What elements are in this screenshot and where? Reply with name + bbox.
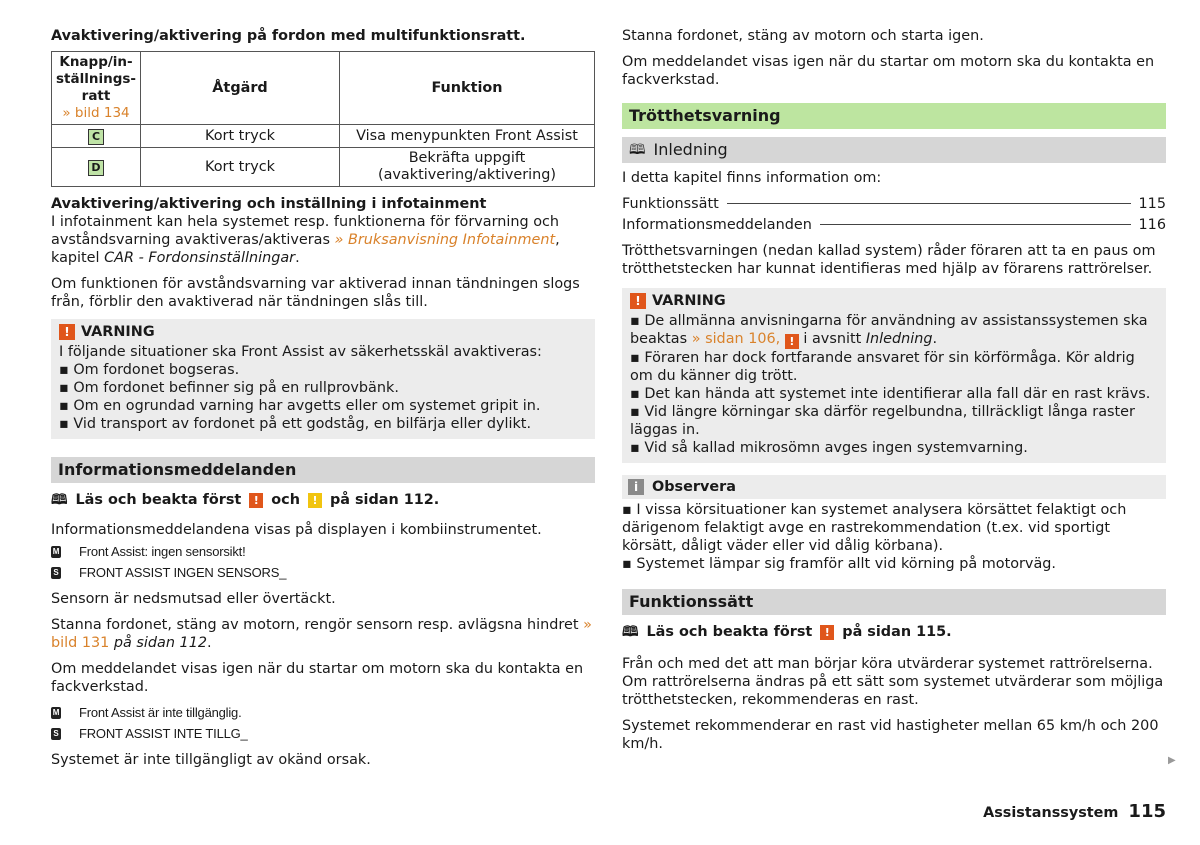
display-text: Front Assist: ingen sensorsikt! xyxy=(79,544,246,559)
note-item: ▪ I vissa körsituationer kan systemet analysera körsättet felaktigt och därigenom felaktigt avge en rastrekommendation (t.ex. vid sportigt körsätt, dåligt väder eller vid dålig körbana). xyxy=(622,501,1166,555)
fatigue-heading: Trötthetsvarning xyxy=(622,103,1166,129)
header-key xyxy=(52,52,141,125)
infot-link[interactable]: » Bruksanvisning Infotainment xyxy=(334,232,556,248)
header-action: Åtgärd xyxy=(141,52,340,125)
control-table xyxy=(51,51,595,187)
book-icon: 🕮 xyxy=(51,492,68,508)
msg1-description: Sensorn är nedsmutsad eller övertäckt. xyxy=(51,591,336,607)
function-cell: Visa menypunkten Front Assist xyxy=(340,125,595,148)
warning-item-em: Inledning xyxy=(865,331,933,347)
header-key-label: Knapp/in-ställnings-ratt xyxy=(56,54,137,104)
table-row xyxy=(52,125,595,148)
display-message-s xyxy=(51,564,595,582)
warning-icon: ! xyxy=(59,324,75,340)
read-first-line xyxy=(622,623,1166,641)
action-cell: Kort tryck xyxy=(141,148,340,187)
caution-ref-icon[interactable]: ! xyxy=(308,493,322,508)
warning-item: ▪ Om en ogrundad varning har avgetts eller om systemet gripit in. xyxy=(59,397,587,415)
msg1-action-text: Stanna fordonet, stäng av motorn, rengör sensorn resp. avlägsna hindret xyxy=(51,617,584,633)
table-header-row xyxy=(52,52,595,125)
left-column xyxy=(51,27,595,769)
header-function: Funktion xyxy=(340,52,595,125)
function-paragraph-2: Systemet rekommenderar en rast vid hastigheter mellan 65 km/h och 200 km/h. xyxy=(622,718,1159,752)
ignition-paragraph: Om funktionen för avståndsvarning var aktiverad innan tändningen slogs från, förblir den avaktiverad när tändningen slås till. xyxy=(51,276,580,310)
read-first-line xyxy=(51,491,595,509)
infot-em: CAR - Fordonsinställningar xyxy=(104,250,296,266)
infot-title: Avaktivering/aktivering och inställning i infotainment xyxy=(51,196,487,212)
note-item: ▪ Systemet lämpar sig framför allt vid körning på motorväg. xyxy=(622,555,1166,573)
read-mid: och xyxy=(271,492,300,508)
page-number: 115 xyxy=(1128,801,1166,822)
read-suffix: på sidan 112. xyxy=(329,492,440,508)
warning-box xyxy=(51,319,595,439)
toc-leader xyxy=(727,203,1131,204)
warning-item: ▪ Det kan hända att systemet inte identifierar alla fall där en rast krävs. xyxy=(630,385,1158,403)
function-heading: Funktionssätt xyxy=(622,589,1166,615)
right-top-1: Stanna fordonet, stäng av motorn och starta igen. xyxy=(622,28,984,44)
msg1-action-em: på sidan 112 xyxy=(109,635,208,651)
continue-arrow-icon: ▶ xyxy=(1168,755,1176,766)
warning-header xyxy=(630,292,1158,310)
infot-text-1: I infotainment kan hela systemet resp. funktionerna för förvarning och avståndsvarning avaktiveras/aktiveras xyxy=(51,214,560,248)
warning-header xyxy=(59,323,587,341)
warning-item: ▪ Vid så kallad mikrosömn avges ingen systemvarning. xyxy=(630,439,1158,457)
info-icon: i xyxy=(628,479,644,495)
info-text: Informationsmeddelandena visas på displayen i kombiinstrumentet. xyxy=(51,522,542,538)
toc-entry[interactable] xyxy=(622,195,1166,213)
warning-ref-icon[interactable]: ! xyxy=(820,625,834,640)
warning-item: ▪ Om fordonet bogseras. xyxy=(59,361,587,379)
toc-label: Informationsmeddelanden xyxy=(622,217,812,233)
toc-entry[interactable] xyxy=(622,216,1166,234)
toc-label: Funktionssätt xyxy=(622,196,719,212)
toc-page: 116 xyxy=(1138,217,1166,233)
warning-intro: I följande situationer ska Front Assist av säkerhetsskäl avaktiveras: xyxy=(59,344,542,360)
fatigue-paragraph: Trötthetsvarningen (nedan kallad system) råder föraren att ta en paus om trötthetstecken har kunnat identifieras med hjälp av förarens rattrörelser. xyxy=(622,243,1156,277)
action-cell: Kort tryck xyxy=(141,125,340,148)
infot-text-3: . xyxy=(295,250,300,266)
function-cell: Bekräfta uppgift (avaktivering/aktivering) xyxy=(340,148,595,187)
key-cell xyxy=(52,148,141,187)
key-c-icon: C xyxy=(88,129,104,145)
warning-box xyxy=(622,288,1166,463)
display-s-icon: S xyxy=(51,728,61,740)
bild-131-link[interactable]: » bild 131 xyxy=(51,617,592,651)
warning-item-end: . xyxy=(932,331,938,347)
msg1-action-end: . xyxy=(207,635,212,651)
sidan-106-link[interactable]: » sidan 106, xyxy=(691,331,781,347)
warning-item: ▪ Vid längre körningar ska därför regelbundna, tillräckligt långa raster läggas in. xyxy=(630,403,1158,439)
footer-section: Assistanssystem xyxy=(983,805,1119,821)
page-footer xyxy=(983,803,1166,822)
msg1-action xyxy=(51,616,595,652)
warning-title: VARNING xyxy=(652,293,726,309)
info-messages-heading: Informationsmeddelanden xyxy=(51,457,595,483)
display-message-m xyxy=(51,704,595,722)
display-text: Front Assist är inte tillgänglig. xyxy=(79,705,242,720)
key-cell xyxy=(52,125,141,148)
intro-heading: Inledning xyxy=(653,140,728,159)
intro-text: I detta kapitel finns information om: xyxy=(622,170,882,186)
table-row xyxy=(52,148,595,187)
msg1-repeat: Om meddelandet visas igen när du startar om motorn ska du kontakta en fackverkstad. xyxy=(51,661,584,695)
read-prefix: Läs och beakta först xyxy=(75,492,242,508)
book-icon: 🕮 xyxy=(622,624,639,640)
right-top-2: Om meddelandet visas igen när du startar om motorn ska du kontakta en fackverkstad. xyxy=(622,54,1155,88)
intro-heading-band xyxy=(622,137,1166,163)
warning-item-text: De allmänna anvisningarna för användning av assistanssystemen ska beaktas xyxy=(630,313,1148,347)
warning-item: ▪ Om fordonet befinner sig på en rullprovbänk. xyxy=(59,379,587,397)
display-m-icon: M xyxy=(52,547,60,556)
key-d-icon: D xyxy=(88,160,104,176)
display-m-icon: M xyxy=(52,708,60,717)
display-text: FRONT ASSIST INTE TILLG_ xyxy=(79,726,248,741)
warning-item: ▪ Vid transport av fordonet på ett godståg, en bilfärja eller dylikt. xyxy=(59,415,587,433)
display-message-s xyxy=(51,725,595,743)
book-icon: 🕮 xyxy=(629,142,646,158)
display-message-m xyxy=(51,543,595,561)
infot-text xyxy=(51,213,595,267)
infot-text-2: , kapitel xyxy=(51,232,560,266)
toc-page: 115 xyxy=(1138,196,1166,212)
warning-item: ▪ Föraren har dock fortfarande ansvaret för sin körförmåga. Kör aldrig om du känner dig trött. xyxy=(630,349,1158,385)
function-paragraph-1: Från och med det att man börjar köra utvärderar systemet rattrörelserna. Om rattrörelserna ändras på ett sätt som systemet utvärderar som möjliga trötthetstecken, rekommenderas en rast. xyxy=(622,656,1164,708)
read-prefix: Läs och beakta först xyxy=(646,624,813,640)
note-title: Observera xyxy=(652,479,736,495)
read-suffix: på sidan 115. xyxy=(842,624,952,640)
warning-icon: ! xyxy=(630,293,646,309)
warning-ref-icon[interactable]: ! xyxy=(249,493,263,508)
warning-item xyxy=(630,312,1158,349)
note-header xyxy=(622,475,1166,499)
warning-title: VARNING xyxy=(81,324,155,340)
display-s-icon: S xyxy=(51,567,61,579)
msg2-description: Systemet är inte tillgängligt av okänd orsak. xyxy=(51,752,371,768)
right-column xyxy=(622,27,1166,753)
toc-leader xyxy=(820,224,1131,225)
warning-ref-icon[interactable]: ! xyxy=(785,334,799,349)
table-title: Avaktivering/aktivering på fordon med multifunktionsratt. xyxy=(51,28,526,44)
display-text: FRONT ASSIST INGEN SENSORS_ xyxy=(79,565,287,580)
header-ref-link[interactable]: » bild 134 xyxy=(62,105,130,121)
warning-item-text: i avsnitt xyxy=(798,331,866,347)
